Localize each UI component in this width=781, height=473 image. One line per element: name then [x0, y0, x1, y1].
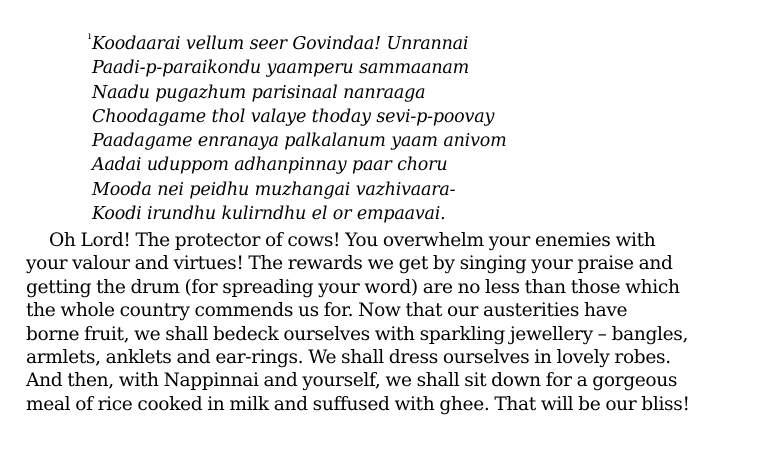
translation-line: your valour and virtues! The rewards we get by singing your praise and	[26, 253, 673, 275]
verse-line: Koodaarai vellum seer Govindaa! Unrannai	[92, 34, 469, 54]
translation-line: meal of rice cooked in milk and suffused with ghee. That will be our bliss!	[26, 393, 690, 415]
translation-line: And then, with Nappinnai and yourself, we shall sit down for a gorgeous	[26, 370, 678, 392]
english-translation	[26, 229, 766, 416]
verse-marker: ı	[88, 31, 91, 42]
verse-line: Aadai uduppom adhanpinnay paar choru	[92, 155, 448, 176]
verse-line: Choodagame thol valaye thoday sevi-p-poovay	[92, 106, 495, 127]
verse-line: Koodi irundhu kulirndhu el or empaavai.	[92, 204, 446, 225]
translation-line: armlets, anklets and ear-rings. We shall dress ourselves in lovely robes.	[26, 346, 671, 368]
verse-line: Paadagame enranaya palkalanum yaam anivom	[92, 131, 507, 152]
verse-line: Naadu pugazhum parisinaal nanraaga	[92, 82, 426, 103]
translation-line: getting the drum (for spreading your word) are no less than those which	[26, 276, 680, 298]
verse-line: Mooda nei peidhu muzhangai vazhivaara-	[92, 179, 456, 200]
translation-line: borne fruit, we shall bedeck ourselves with sparkling jewellery – bangles,	[26, 323, 689, 345]
tamil-verse	[88, 31, 652, 226]
translation-line: the whole country commends us for. Now that our austerities have	[26, 300, 628, 322]
translation-line: Oh Lord! The protector of cows! You overwhelm your enemies with	[49, 230, 656, 251]
verse-line: Paadi-p-paraikondu yaamperu sammaanam	[92, 58, 470, 79]
